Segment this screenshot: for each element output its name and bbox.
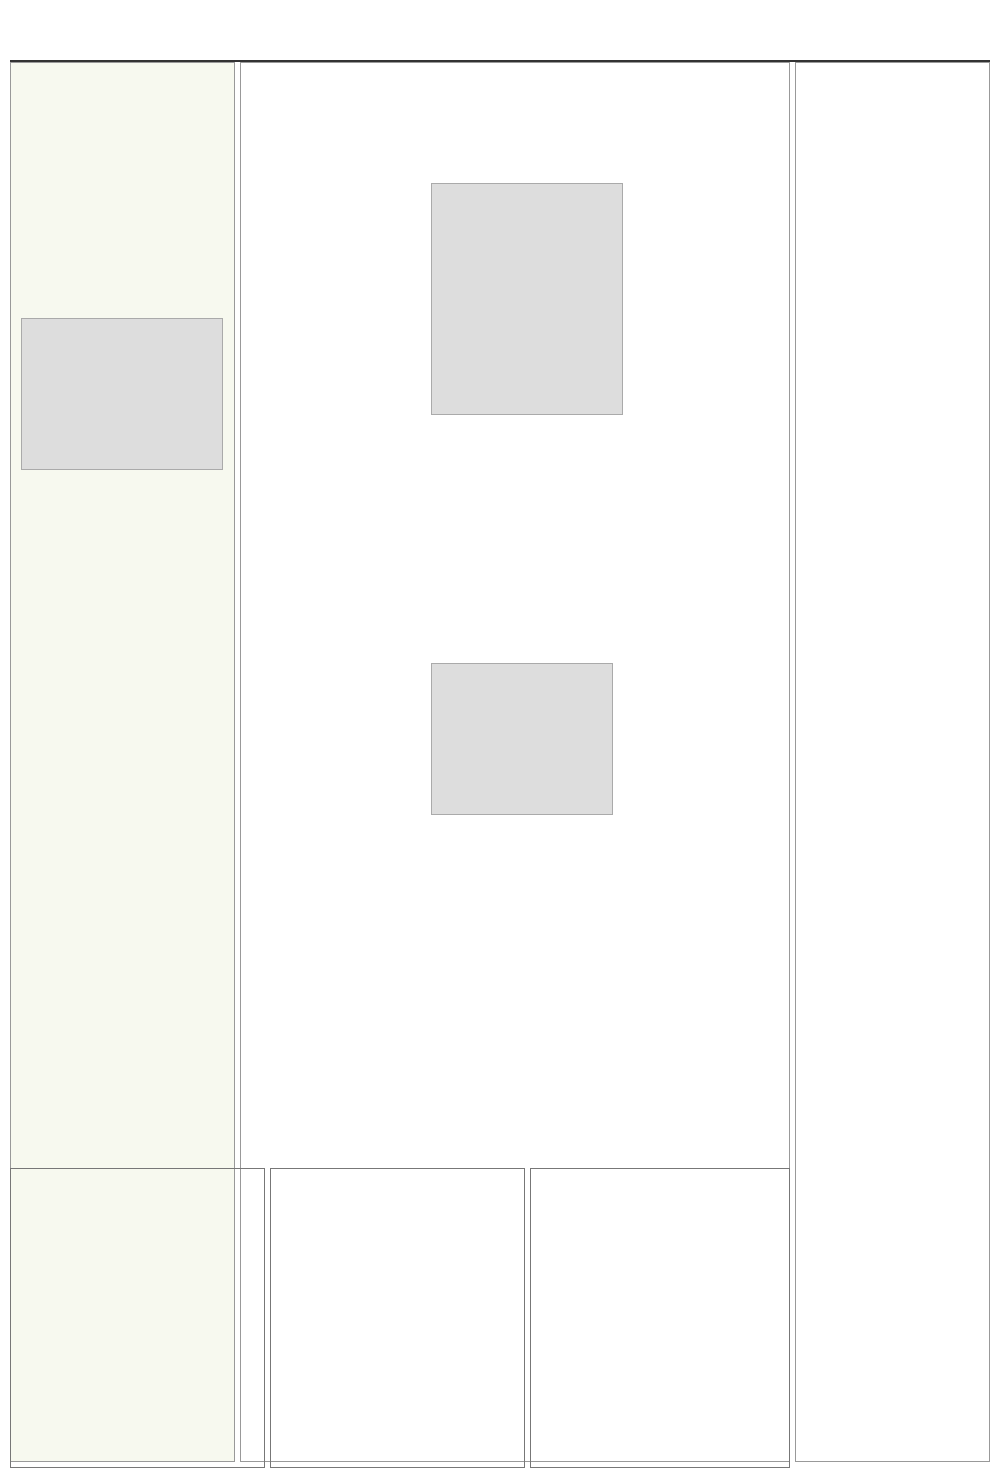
- second-headline: [241, 623, 789, 631]
- ad-2: [270, 1168, 525, 1468]
- left-body: [11, 71, 234, 79]
- right-article: [795, 62, 990, 1462]
- ad-3: [10, 1168, 265, 1468]
- lead-headline: [241, 65, 789, 73]
- right-headline: [796, 63, 989, 71]
- right-body: [796, 71, 989, 79]
- left-illustration: [21, 318, 223, 470]
- ad-1: [530, 1168, 790, 1468]
- masthead: [10, 8, 990, 62]
- second-photo: [431, 663, 613, 815]
- lead-subheadline: [241, 73, 789, 81]
- left-headline: [11, 63, 234, 71]
- lead-photo: [431, 183, 623, 415]
- left-subheadline: [11, 263, 234, 271]
